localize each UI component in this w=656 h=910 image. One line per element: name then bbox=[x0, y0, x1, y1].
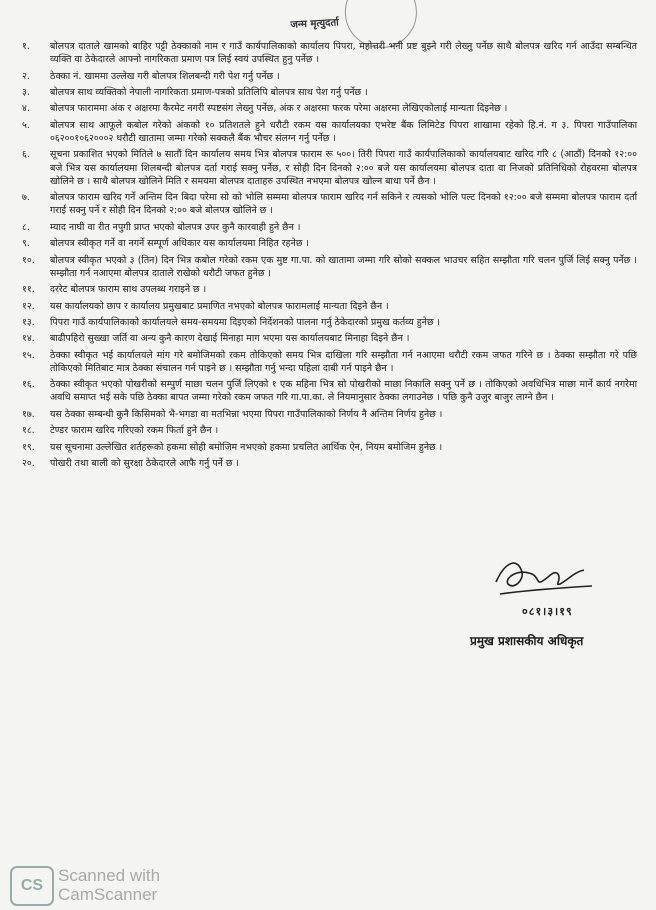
condition-item bbox=[22, 237, 637, 250]
condition-text: ठेक्का स्वीकृत भई कार्यालयले मांग गरे बमोजिमको रकम तोकिएको समय भित्र दाखिला गरि सम्झौता गर्न नआएमा धरौटी रकम जफत गरिने छ । ठेक्का सम्झौता गरे पछि तोकिएको मितिबाट मात्र ठेक्का संचालन गर्न पाइने छ । सम्झौता गर्नु भन्दा पहिला दाबी गर्न पाइने छैन । bbox=[50, 349, 637, 374]
condition-number: १३. bbox=[22, 316, 35, 328]
condition-item bbox=[22, 457, 637, 470]
condition-item bbox=[22, 70, 637, 83]
watermark-line1: Scanned with bbox=[58, 866, 161, 885]
condition-item bbox=[22, 349, 637, 375]
condition-item bbox=[22, 86, 637, 99]
condition-text: सूचना प्रकाशित भएको मितिले ७ सातौं दिन कार्यालय समय भित्र बोलपत्र फाराम रू ५००। तिरी पिपरा गाउँ कार्यपालिकाको कार्यालयबाट खरिद गरि ८ (आठौं) दिनको १२:०० बजे भित्र यस कार्यालयमा शिलबन्दी बोलपत्र दर्ता गराई सक्नु पर्नेछ, र सोही दिन दिनको २:०० बजे यस कार्यालयमा बोलपत्र दाता वा निजको प्रतिनिधिको रोहवरमा बोलपत्र खोलिने छ । साथै बोलपत्र खोलिने मिति र समयमा बोलपत्र दाताहरु उपस्थित नभएमा बोलपत्र खोल्न बाधा पर्ने छैन । bbox=[50, 149, 637, 187]
condition-item bbox=[22, 300, 637, 313]
condition-item bbox=[22, 424, 637, 437]
condition-item bbox=[22, 408, 637, 421]
condition-item bbox=[22, 254, 637, 280]
condition-number: ६. bbox=[22, 149, 30, 161]
condition-item bbox=[22, 148, 637, 188]
condition-number: १५. bbox=[22, 349, 35, 361]
condition-number: ४. bbox=[22, 103, 30, 115]
condition-item bbox=[22, 221, 637, 234]
condition-text: बोलपत्र साथ आफूले कबोल गरेको अंकको १० प्रतिशतले हुने धरौटी रकम यस कार्यालयका एभरेष्ट बैंक लिमिटेड पिपरा शाखामा रहेको हि.नं. ग ३. पिपरा गाउँपालिका ०६२००१०६२०००२ धरौटी खातामा जम्मा गरेको सक्कलै बैंक भौचर संलग्न गर्नु पर्नेछ । bbox=[50, 119, 637, 144]
condition-text: बोलपत्र साथ व्यक्तिको नेपाली नागरिकता प्रमाण-पत्रको प्रतिलिपि बोलपत्र साथ पेश गर्नु पर्नेछ । bbox=[50, 86, 368, 98]
condition-number: २०. bbox=[22, 458, 35, 470]
condition-text: बोलपत्र फाराम खरिद गर्ने अन्तिम दिन बिदा परेमा सो को भोलि सम्ममा बोलपत्र फाराम खरिद गर्न सकिने र त्यसको भोलि पल्ट दिनको १२:०० बजे सम्ममा बोलपत्र फाराम दर्ता गराई सक्नु पर्ने र सोही दिन दिनको २:०० बजे बोलपत्र खोलिने छ । bbox=[50, 192, 637, 217]
condition-number: १. bbox=[22, 41, 30, 52]
condition-item bbox=[22, 119, 637, 145]
condition-number: १०. bbox=[22, 254, 35, 266]
condition-text: पिपरा गाउँ कार्यपालिकाको कार्यालयले समय-समयमा दिइएको निर्देशनको पालना गर्नु ठेकेदारको प्रमुख कर्तव्य हुनेछ । bbox=[50, 316, 441, 328]
condition-text: बाढीपहिरो सुख्खा जर्ति वा अन्य कुनै कारण देखाई मिनाहा माग भएमा यस कार्यालयबाट मिनाहा दिइने छैन । bbox=[50, 333, 410, 345]
condition-number: ११. bbox=[22, 284, 35, 296]
condition-number: ३. bbox=[22, 86, 30, 98]
condition-number: १९. bbox=[22, 441, 35, 453]
condition-item bbox=[22, 283, 637, 296]
condition-item bbox=[22, 378, 637, 404]
condition-number: १२. bbox=[22, 300, 35, 312]
condition-text: बोलपत्र स्वीकृत गर्ने वा नगर्ने सम्पूर्ण अधिकार यस कार्यालयमा निहित रहनेछ । bbox=[50, 238, 309, 250]
condition-text: यस सूचनामा उल्लेखित शर्तहरूको हकमा सोही बमोजिम नभएको हकमा प्रचलित आर्थिक ऐन, नियम बमोजिम हुनेछ । bbox=[50, 441, 443, 453]
watermark-line2: CamScanner bbox=[58, 885, 158, 904]
condition-number: ९. bbox=[22, 238, 30, 250]
condition-number: १६. bbox=[22, 379, 35, 391]
condition-text: बोलपत्र दाताले खामको बाहिर पट्टी ठेक्काको नाम र गाउँ कार्यपालिकाको कार्यालय पिपरा, महोत्तरी भनी प्रष्ट बुझ्ने गरी लेख्नु पर्नेछ साथै बोलपत्र खरिद गर्न आउँदा सम्बन्धित व्यक्ति वा ठेकेदारले आफ्नो नागरिकता प्रमाण पत्र लिई स्वयं उपस्थित हुनु पर्नेछ । bbox=[50, 41, 637, 66]
condition-number: १७. bbox=[22, 408, 35, 420]
condition-number: ७. bbox=[22, 192, 30, 204]
condition-number: १४. bbox=[22, 333, 35, 345]
condition-text: यस कार्यालयको छाप र कार्यालय प्रमुखबाट प्रमाणित नभएको बोलपत्र फारामलाई मान्यता दिइने छैन । bbox=[50, 300, 389, 312]
condition-number: ५. bbox=[22, 119, 30, 131]
signature-date: ०८१।३।१९ bbox=[522, 605, 573, 618]
condition-item bbox=[22, 191, 637, 217]
condition-text: बोलपत्र फाराममा अंक र अक्षरमा कैरमेट नगरी स्पष्टसंग लेख्नु पर्नेछ, अंक र अक्षरमा फरक परेमा अक्षरमा लेखिएकोलाई मान्यता दिइनेछ । bbox=[50, 103, 508, 115]
condition-text: म्याद नाघी वा रीत नपुगी प्राप्त भएको बोलपत्र उपर कुनै कारवाही हुने छैन । bbox=[50, 221, 301, 233]
officer-title: प्रमुख प्रशासकीय अधिकृत bbox=[470, 634, 584, 648]
office-stamp bbox=[289, 0, 400, 33]
condition-number: १८. bbox=[22, 425, 35, 437]
condition-text: दररेट बोलपत्र फाराम साथ उपलब्ध गराइने छ । bbox=[50, 284, 207, 296]
condition-text: ठेक्का स्वीकृत भएको पोखरीको सम्पुर्ण माछा चलन पुर्जि लिएको १ एक महिना भित्र सो पोखरीको माछा निकालि सक्नु पर्ने छ । तोकिएको अवधिभित्र माछा मार्ने कार्य नगरेमा अवधि समाप्त भई सके पछि ठेक्का बापत जम्मा गरेको रकम जफत गरि गा.पा.का. ले नियमानुसार ठेक्का लगाउनेछ । पछि कुनै उजुर बाजुर लाग्ने छैन । bbox=[50, 379, 637, 404]
camscanner-logo: CS bbox=[10, 866, 54, 906]
condition-number: ८. bbox=[22, 221, 30, 233]
condition-item bbox=[22, 332, 637, 345]
condition-text: टेण्डर फाराम खरिद गरिएको रकम फिर्ता हुने छैन । bbox=[50, 425, 219, 437]
condition-item bbox=[22, 40, 637, 66]
stamp-text: जन्म मृत्युदर्ता bbox=[290, 17, 340, 31]
condition-item bbox=[22, 441, 637, 454]
condition-text: बोलपत्र स्वीकृत भएको ३ (तिन) दिन भित्र कबोल गरेको रकम एक मुष्ट गा.पा. को खातामा जम्मा गरि सोको सक्कल भाउचर सहित सम्झौता गरि चलन पुर्जि लिई सक्नु पर्नेछ । सम्झौता गर्न नआएमा बोलपत्र दाताले राखेको धरौटी जफत हुनेछ । bbox=[50, 254, 637, 279]
condition-text: ठेक्का नं. खाममा उल्लेख गरी बोलपत्र शिलबन्दी गरी पेश गर्नु पर्नेछ । bbox=[50, 70, 280, 82]
condition-item bbox=[22, 316, 637, 329]
condition-item bbox=[22, 102, 637, 115]
camscanner-watermark bbox=[58, 866, 160, 904]
condition-text: यस ठेक्का सम्बन्धी कुनै किसिमको भै-भगडा वा मतभिन्ना भएमा पिपरा गाउँपालिकाको निर्णय नै अन्तिम निर्णय हुनेछ । bbox=[50, 408, 443, 420]
condition-text: पोखरी तथा बाली को सुरक्षा ठेकेदारले आफै गर्नु पर्ने छ । bbox=[50, 458, 239, 470]
conditions-list bbox=[22, 40, 637, 473]
condition-number: २. bbox=[22, 70, 30, 82]
